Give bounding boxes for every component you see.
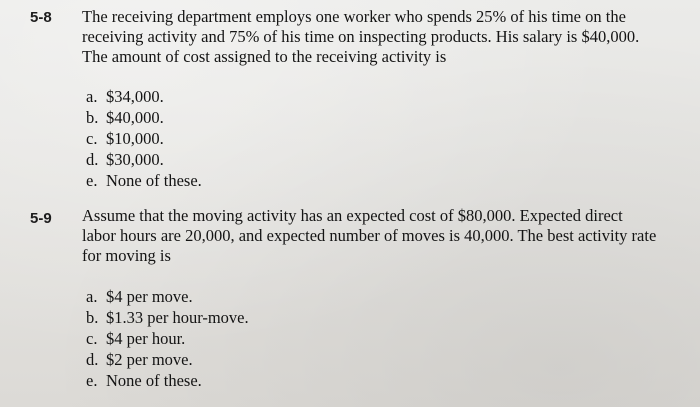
option-text: $40,000. [106, 108, 164, 127]
option-letter: d. [86, 350, 99, 369]
option-letter: a. [86, 287, 98, 306]
option-text: None of these. [106, 371, 202, 390]
question-text-line: The receiving department employs one worker who spends 25% of his time on the [82, 7, 626, 26]
option-text: $2 per move. [106, 350, 193, 369]
option-c [86, 128, 202, 149]
option-text: $4 per move. [106, 287, 193, 306]
option-c [86, 328, 249, 349]
question-text-line: Assume that the moving activity has an expected cost of $80,000. Expected direct [82, 206, 623, 225]
option-b [86, 107, 202, 128]
option-d [86, 349, 249, 370]
option-d [86, 149, 202, 170]
option-a [86, 86, 202, 107]
option-letter: c. [86, 129, 98, 148]
option-letter: c. [86, 329, 98, 348]
question-number: 5-8 [30, 9, 52, 26]
option-e [86, 170, 202, 191]
option-letter: e. [86, 171, 98, 190]
option-a [86, 286, 249, 307]
option-text: $4 per hour. [106, 329, 186, 348]
option-letter: b. [86, 108, 99, 127]
option-text: $30,000. [106, 150, 164, 169]
option-text: None of these. [106, 171, 202, 190]
option-b [86, 307, 249, 328]
option-letter: a. [86, 87, 98, 106]
option-text: $1.33 per hour-move. [106, 308, 249, 327]
question-text-line: The amount of cost assigned to the receiving activity is [82, 47, 447, 66]
answer-options [86, 286, 249, 391]
question-text [82, 206, 656, 266]
answer-options [86, 86, 202, 191]
option-letter: b. [86, 308, 99, 327]
option-text: $34,000. [106, 87, 164, 106]
question-text-line: for moving is [82, 246, 171, 265]
question-text [82, 7, 639, 67]
option-e [86, 370, 249, 391]
question-text-line: receiving activity and 75% of his time on inspecting products. His salary is $40,000. [82, 27, 640, 46]
question-text-line: labor hours are 20,000, and expected number of moves is 40,000. The best activity rate [82, 226, 657, 245]
option-text: $10,000. [106, 129, 164, 148]
option-letter: e. [86, 371, 98, 390]
option-letter: d. [86, 150, 99, 169]
question-number: 5-9 [30, 210, 52, 227]
